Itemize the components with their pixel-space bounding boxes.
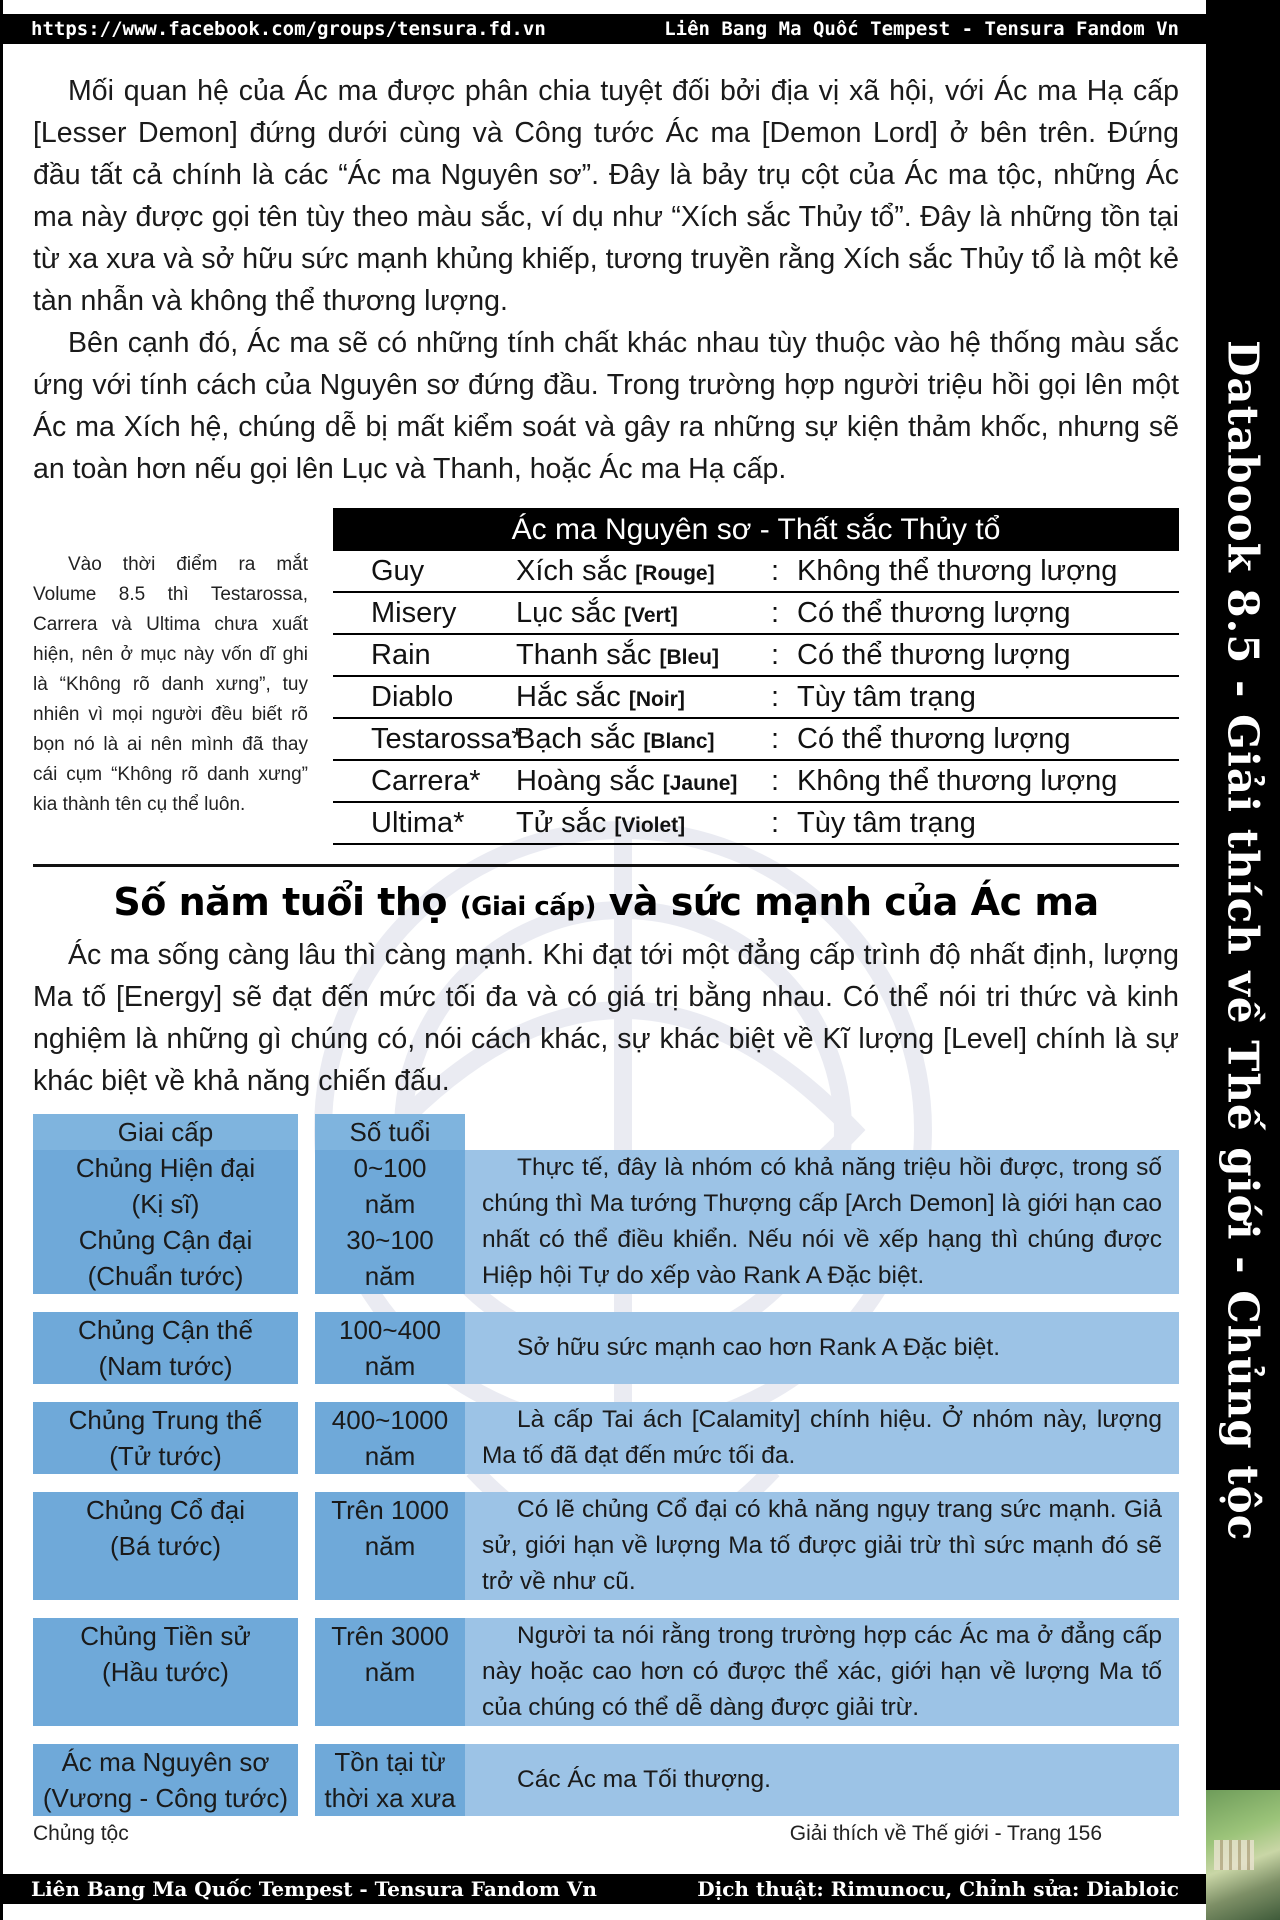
primordial-color-tag: [Noir] bbox=[628, 687, 685, 711]
primordial-color-name: Tử sắc bbox=[516, 806, 607, 839]
age-line: năm bbox=[364, 1531, 416, 1561]
primordial-row bbox=[333, 593, 1179, 635]
rank-line: Chủng Tiền sử bbox=[80, 1621, 251, 1651]
primordial-separator: : bbox=[770, 554, 780, 587]
primordial-status: Có thể thương lượng bbox=[797, 596, 1071, 629]
footer-section-name: Chủng tộc bbox=[33, 1822, 129, 1845]
primordial-row bbox=[333, 677, 1179, 719]
class-age-table bbox=[33, 1114, 1179, 1834]
class-description: Có lẽ chủng Cổ đại có khả năng ngụy trang sức mạnh. Giả sử, giới hạn về lượng Ma tố được giải trừ thì sức mạnh đó sẽ trở về như cũ. bbox=[482, 1496, 1162, 1595]
class-group-row bbox=[33, 1402, 1179, 1474]
age-cell bbox=[315, 1744, 465, 1816]
primordial-color bbox=[516, 807, 761, 840]
class-group-row bbox=[33, 1618, 1179, 1726]
primordial-name: Guy bbox=[371, 554, 425, 587]
rank-line: (Chuẩn tước) bbox=[87, 1261, 244, 1291]
section-paragraph: Ác ma sống càng lâu thì càng mạnh. Khi đạt tới một đẳng cấp trình độ nhất định, lượng Ma tố [Energy] sẽ đạt đến mức tối đa và có giá trị bằng nhau. Có thể nói tri thức và kinh nghiệm là những gì chúng có, nói cách khác, sự khác biệt về Kĩ lượng [Level] chính là sự khác biệt về khả năng chiến đấu. bbox=[33, 939, 1179, 1097]
primordial-separator: : bbox=[770, 806, 780, 839]
rank-line: Ác ma Nguyên sơ bbox=[61, 1747, 270, 1777]
rank-line: Chủng Cận đại bbox=[78, 1225, 253, 1255]
description-cell bbox=[465, 1402, 1179, 1474]
side-strip bbox=[1206, 0, 1280, 1920]
class-description: Thực tế, đây là nhóm có khả năng triệu hồi được, trong số chúng thì Ma tướng Thượng cấp [Arch Demon] là giới hạn cao nhất có thể điều khiển. Nếu nói về xếp hạng thì chúng được Hiệp hội Tự do xếp vào Rank A Đặc biệt. bbox=[482, 1154, 1162, 1289]
age-line: năm bbox=[364, 1657, 416, 1687]
rank-line: (Kị sĩ) bbox=[131, 1189, 200, 1219]
header-age: Số tuổi bbox=[315, 1114, 465, 1150]
rank-line: (Hầu tước) bbox=[102, 1657, 229, 1687]
primordial-color bbox=[516, 681, 761, 714]
corner-thumbnail-image bbox=[1206, 1790, 1280, 1920]
age-cell bbox=[315, 1402, 465, 1474]
age-line: 100~400 bbox=[339, 1315, 441, 1345]
primordial-status: Không thể thương lượng bbox=[797, 764, 1118, 797]
rank-line: Chủng Cận thế bbox=[78, 1315, 253, 1345]
primordial-name: Diablo bbox=[371, 680, 454, 713]
section-title bbox=[33, 880, 1179, 924]
primordial-name: Rain bbox=[371, 638, 431, 671]
primordial-color-tag: [Blanc] bbox=[643, 729, 715, 753]
primordial-color-tag: [Violet] bbox=[614, 813, 686, 837]
rank-line: (Nam tước) bbox=[98, 1351, 233, 1381]
primordial-color bbox=[516, 723, 761, 756]
primordial-separator: : bbox=[770, 764, 780, 797]
primordial-color bbox=[516, 597, 761, 630]
credits-left: Liên Bang Ma Quốc Tempest - Tensura Fandom Vn bbox=[31, 1877, 597, 1901]
rank-line: (Vương - Công tước) bbox=[42, 1783, 289, 1813]
age-line: Trên 1000 bbox=[331, 1495, 449, 1525]
primordial-status: Không thể thương lượng bbox=[797, 554, 1118, 587]
age-line: Tồn tại từ bbox=[334, 1747, 446, 1777]
credits-right: Dịch thuật: Rimunocu, Chỉnh sửa: Diabloic bbox=[697, 1877, 1179, 1901]
bottom-banner bbox=[3, 1874, 1209, 1904]
top-banner bbox=[3, 14, 1209, 44]
primordial-color-name: Bạch sắc bbox=[516, 722, 636, 755]
primordial-row bbox=[333, 719, 1179, 761]
rank-cell bbox=[33, 1402, 298, 1474]
age-line: thời xa xưa bbox=[324, 1783, 456, 1813]
primordial-color-tag: [Jaune] bbox=[662, 771, 738, 795]
primordial-name: Ultima* bbox=[371, 806, 465, 839]
primordial-color bbox=[516, 639, 761, 672]
rank-cell bbox=[33, 1618, 298, 1726]
primordial-status: Có thể thương lượng bbox=[797, 722, 1071, 755]
databook-side-title: Databook 8.5 - Giải thích về Thế giới - Chủng tộc bbox=[1218, 340, 1268, 1542]
section-title-part-b: và sức mạnh của Ác ma bbox=[595, 880, 1099, 924]
site-name: Liên Bang Ma Quốc Tempest - Tensura Fandom Vn bbox=[664, 18, 1179, 40]
primordial-color-name: Lục sắc bbox=[516, 596, 616, 629]
rank-cell bbox=[33, 1492, 298, 1600]
primordial-row bbox=[333, 551, 1179, 593]
intro-paragraph-2: Bên cạnh đó, Ác ma sẽ có những tính chất khác nhau tùy thuộc vào hệ thống màu sắc ứng với tính cách của Nguyên sơ đứng đầu. Trong trường hợp người triệu hồi gọi lên một Ác ma Xích hệ, chúng dễ bị mất kiểm soát và gây ra những sự kiện thảm khốc, nhưng sẽ an toàn hơn nếu gọi lên Lục và Thanh, hoặc Ác ma Hạ cấp. bbox=[33, 327, 1179, 485]
class-group-row bbox=[33, 1492, 1179, 1600]
primordial-status: Có thể thương lượng bbox=[797, 638, 1071, 671]
class-table-header bbox=[33, 1114, 1179, 1150]
rank-line: (Bá tước) bbox=[109, 1531, 222, 1561]
primordial-row bbox=[333, 761, 1179, 803]
age-line: năm bbox=[364, 1189, 416, 1219]
primordial-color-tag: [Bleu] bbox=[659, 645, 719, 669]
primordial-color-tag: [Vert] bbox=[624, 603, 678, 627]
primordial-color-name: Hắc sắc bbox=[516, 680, 621, 713]
primordial-color bbox=[516, 555, 761, 588]
primordial-color-name: Xích sắc bbox=[516, 554, 628, 587]
primordial-color-name: Hoàng sắc bbox=[516, 764, 655, 797]
class-description: Người ta nói rằng trong trường hợp các Ác ma ở đẳng cấp này hoặc cao hơn có được thể xác, giới hạn về lượng Ma tố của chúng có thể dễ dàng được giải trừ. bbox=[482, 1622, 1162, 1721]
description-cell bbox=[465, 1618, 1179, 1726]
primordial-separator: : bbox=[770, 680, 780, 713]
primordial-separator: : bbox=[770, 638, 780, 671]
primordial-color-name: Thanh sắc bbox=[516, 638, 652, 671]
primordial-separator: : bbox=[770, 722, 780, 755]
age-line: 0~100 bbox=[353, 1153, 427, 1183]
class-description: Là cấp Tai ách [Calamity] chính hiệu. Ở nhóm này, lượng Ma tố đã đạt đến mức tối đa. bbox=[482, 1406, 1162, 1469]
age-cell bbox=[315, 1312, 465, 1384]
primordial-status: Tùy tâm trạng bbox=[797, 806, 976, 839]
section-divider bbox=[33, 864, 1179, 867]
rank-line: (Tử tước) bbox=[109, 1441, 222, 1471]
footer-page-number: Giải thích về Thế giới - Trang 156 bbox=[789, 1822, 1102, 1845]
age-cell bbox=[315, 1618, 465, 1726]
class-group-row bbox=[33, 1150, 1179, 1294]
description-cell bbox=[465, 1492, 1179, 1600]
primordials-table-title: Ác ma Nguyên sơ - Thất sắc Thủy tổ bbox=[333, 508, 1179, 551]
class-group-row bbox=[33, 1312, 1179, 1384]
primordial-row bbox=[333, 635, 1179, 677]
rank-cell bbox=[33, 1150, 298, 1294]
age-cell bbox=[315, 1492, 465, 1600]
primordial-status: Tùy tâm trạng bbox=[797, 680, 976, 713]
age-line: 30~100 bbox=[346, 1225, 434, 1255]
intro-paragraph-1: Mối quan hệ của Ác ma được phân chia tuyệt đối bởi địa vị xã hội, với Ác ma Hạ cấp [Lesser Demon] đứng dưới cùng và Công tước Ác ma [Demon Lord] ở bên trên. Đứng đầu tất cả chính là các “Ác ma Nguyên sơ”. Đây là bảy trụ cột của Ác ma tộc, những Ác ma này được gọi tên tùy theo màu sắc, ví dụ như “Xích sắc Thủy tổ”. Đây là những tồn tại từ xa xưa và sở hữu sức mạnh khủng khiếp, tương truyền rằng Xích sắc Thủy tổ là một kẻ tàn nhẫn và không thể thương lượng. bbox=[33, 75, 1179, 317]
rank-cell bbox=[33, 1312, 298, 1384]
description-cell bbox=[465, 1744, 1179, 1816]
primordial-color-tag: [Rouge] bbox=[635, 561, 715, 585]
primordial-row bbox=[333, 803, 1179, 845]
age-line: năm bbox=[364, 1441, 416, 1471]
section-title-small: (Giai cấp) bbox=[459, 892, 596, 922]
facebook-group-link[interactable]: https://www.facebook.com/groups/tensura.fd.vn bbox=[31, 18, 546, 40]
rank-cell bbox=[33, 1744, 298, 1816]
header-rank: Giai cấp bbox=[33, 1114, 298, 1150]
rank-line: Chủng Hiện đại bbox=[75, 1153, 256, 1183]
class-group-row bbox=[33, 1744, 1179, 1816]
description-cell bbox=[465, 1312, 1179, 1384]
primordial-name: Misery bbox=[371, 596, 457, 629]
rank-line: Chủng Trung thế bbox=[68, 1405, 263, 1435]
class-description: Các Ác ma Tối thượng. bbox=[517, 1766, 771, 1793]
section-title-part-a: Số năm tuổi thọ bbox=[113, 880, 460, 924]
age-line: năm bbox=[364, 1351, 416, 1381]
class-description: Sở hữu sức mạnh cao hơn Rank A Đặc biệt. bbox=[517, 1334, 1001, 1361]
primordial-separator: : bbox=[770, 596, 780, 629]
age-line: 400~1000 bbox=[331, 1405, 449, 1435]
age-line: Trên 3000 bbox=[331, 1621, 449, 1651]
primordial-color bbox=[516, 765, 761, 798]
primordial-name: Carrera* bbox=[371, 764, 481, 797]
side-note: Vào thời điểm ra mắt Volume 8.5 thì Testarossa, Carrera và Ultima chưa xuất hiện, nên ở mục này vốn dĩ ghi là “Không rõ danh xưng”, tuy nhiên vì mọi người đều biết rõ bọn nó là ai nên mình đã thay cái cụm “Không rõ danh xưng” kia thành tên cụ thể luôn. bbox=[33, 554, 308, 815]
rank-line: Chủng Cổ đại bbox=[86, 1495, 245, 1525]
age-line: năm bbox=[364, 1261, 416, 1291]
primordials-table bbox=[333, 508, 1179, 845]
description-cell bbox=[465, 1150, 1179, 1294]
primordial-name: Testarossa* bbox=[371, 722, 523, 755]
age-cell bbox=[315, 1150, 465, 1294]
